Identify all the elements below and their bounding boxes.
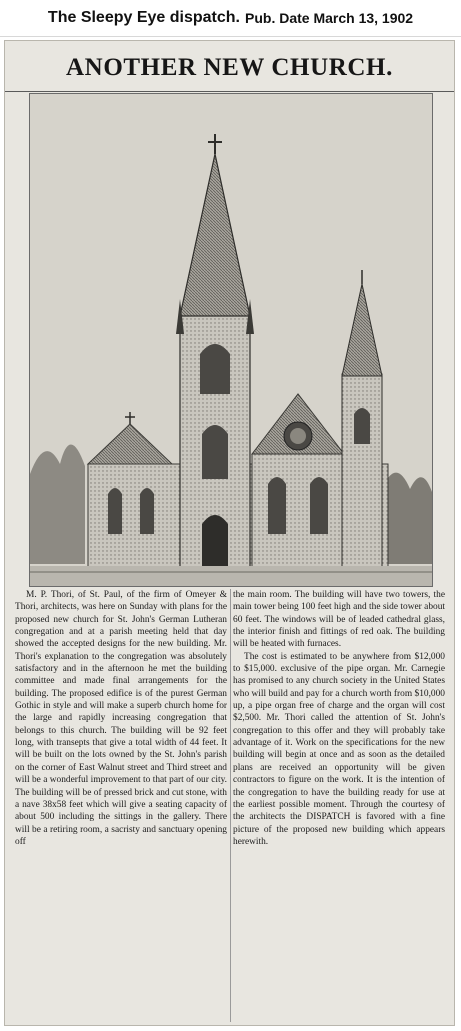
church-drawing: [30, 94, 432, 586]
column-divider: [230, 589, 231, 1022]
article-paragraph: The cost is estimated to be anywhere from $12,000 to $15,000. exclusive of the pipe organ. Mr. Carnegie has promised to any church society in the United States who will build and pay for a church worth from $10,000 up, a pipe organ free of charge and the organ will cost $2,500. Mr. Thori called the attention of St. John's congregation to this offer and they will probably take advantage of it. Work on the specifications for the new building will begin at once and as soon as the detailed plans are received an opportunity will be given contractors to figure on the work. It is the intention of the congregation to have the building ready for use at the earliest possible moment. Through the courtesy of the architects the DISPATCH is favored with a fine picture of the proposed new building which appears herewith.: [233, 651, 445, 847]
article-column-2: [233, 589, 445, 1022]
publication-date: Pub. Date March 13, 1902: [245, 10, 414, 26]
article-column-1: [15, 589, 227, 1022]
newspaper-clipping: [4, 40, 455, 1026]
article-paragraph: M. P. Thori, of St. Paul, of the firm of Omeyer & Thori, architects, was here on Sunday with plans for the proposed new church for St. John's German Lutheran congregation and at a parish meeting held that day showed the accepted designs for the new building. Mr. Thori's explanation to the congregation was absolutely satisfactory and in the afternoon he met the building committee and made final arrangements for the building. The proposed edifice is of the purest German Gothic in style and will make a superb church home for the large and rapidly increasing congregation that belongs to this church. The building will be 92 feet long, with transepts that give a total width of 44 feet. It will be built on the lots owned by the St. John's parish on the corner of East Walnut street and Third street and will be a wonderful improvement to that part of our city. The building will be of pressed brick and cut stone, with a nave 38x58 feet which will give a seating capacity of about 500 including the sittings in the gallery. There will be a retiring room, a sacristy and sanctuary opening off: [15, 590, 227, 847]
article-paragraph: the main room. The building will have two towers, the main tower being 100 feet high and the side tower about 60 feet. The windows will be of leaded cathedral glass, the interior finish and fittings of red oak. The building will be heated with furnaces.: [233, 590, 445, 650]
publication-name: The Sleepy Eye dispatch.: [47, 9, 240, 26]
article-body: [15, 589, 445, 1022]
article-headline: ANOTHER NEW CHURCH.: [5, 45, 454, 92]
church-illustration: [29, 93, 433, 587]
clipping-caption: [0, 0, 461, 37]
